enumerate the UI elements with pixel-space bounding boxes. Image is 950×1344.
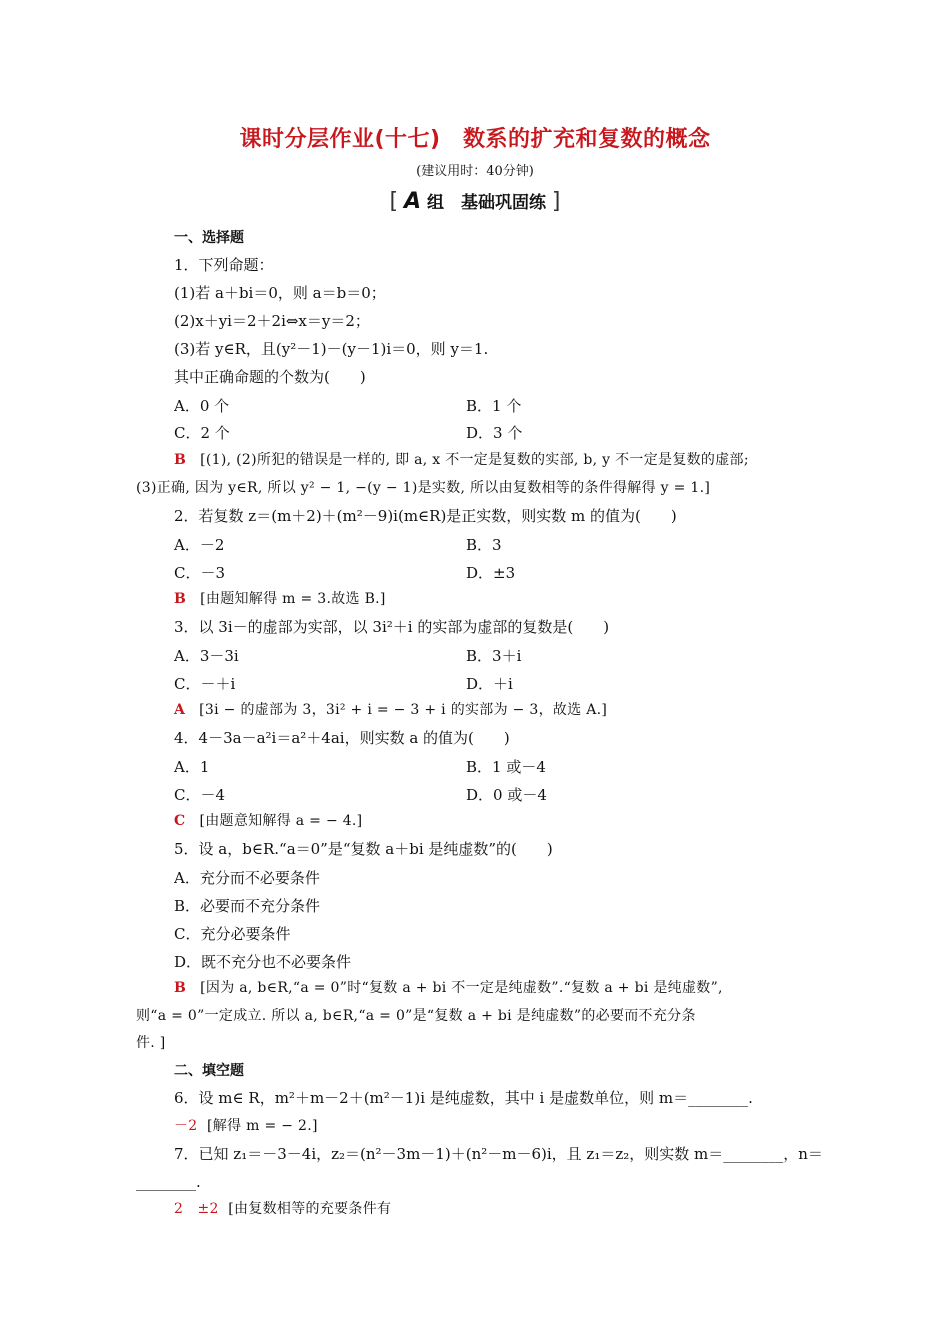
q4-answer: C bbox=[174, 813, 186, 829]
q3-expl-text: [3i − 的虚部为 3，3i² + i = − 3 + i 的实部为 − 3，故选 A.] bbox=[199, 702, 608, 718]
q3-stem: 3．以 3i－的虚部为实部，以 3i²＋i 的实部为虚部的复数是( ) bbox=[174, 618, 610, 636]
q4-option-d: D．0 或－4 bbox=[466, 786, 547, 804]
q5-option-b: B．必要而不充分条件 bbox=[174, 897, 321, 915]
q1-option-a: A．0 个 bbox=[174, 397, 230, 415]
page-title: 课时分层作业(十七) 数系的扩充和复数的概念 bbox=[239, 127, 711, 152]
q1-explanation-1 bbox=[174, 450, 816, 470]
q1-stem: 1．下列命题： bbox=[174, 256, 274, 274]
suggested-time: (建议用时：40分钟) bbox=[416, 164, 534, 179]
bracket-left: [ bbox=[389, 189, 399, 214]
q1-prop1: (1)若 a＋bi＝0，则 a＝b＝0； bbox=[174, 284, 386, 302]
q2-answer: B bbox=[174, 591, 187, 607]
q5-explanation-1 bbox=[174, 978, 816, 998]
q4-explanation bbox=[174, 811, 816, 831]
q3-answer: A bbox=[174, 702, 186, 718]
q2-option-b: B．3 bbox=[466, 536, 502, 554]
q6-stem: 6．设 m∈ R，m²＋m－2＋(m²－1)i 是纯虚数，其中 i 是虚数单位，则 m＝________. bbox=[174, 1089, 753, 1107]
q1-option-c: C．2 个 bbox=[174, 424, 230, 442]
group-label: 组 基础巩固练 bbox=[426, 193, 546, 213]
q5-expl-text-1: [因为 a, b∈R,“a = 0”时“复数 a + bi 不一定是纯虚数”.“复数 a + bi 是纯虚数”, bbox=[200, 980, 723, 996]
q2-explanation bbox=[174, 589, 816, 609]
q5-option-d: D．既不充分也不必要条件 bbox=[174, 953, 352, 971]
q1-prop3: (3)若 y∈R，且(y²－1)－(y－1)i＝0，则 y＝1. bbox=[174, 340, 489, 358]
q7-answer: 2 ±2 bbox=[174, 1201, 219, 1217]
q7-stem: 7．已知 z₁＝－3－4i，z₂＝(n²－3m－1)＋(n²－m－6)i，且 z₁＝z₂，则实数 m＝________，n＝ bbox=[174, 1145, 823, 1163]
q1-expl-text-1: [(1), (2)所犯的错误是一样的, 即 a, x 不一定是复数的实部, b, y 不一定是复数的虚部; bbox=[200, 452, 749, 468]
q6-answer: －2 bbox=[174, 1118, 198, 1134]
q1-explanation-2: (3)正确, 因为 y∈R, 所以 y² − 1, −(y − 1)是实数, 所以由复数相等的条件得解得 y = 1.] bbox=[136, 480, 711, 496]
group-letter: A bbox=[404, 189, 422, 214]
q4-stem: 4．4－3a－a²i＝a²＋4ai，则实数 a 的值为( ) bbox=[174, 729, 510, 747]
q5-stem: 5．设 a，b∈R.“a＝0”是“复数 a＋bi 是纯虚数”的( ) bbox=[174, 840, 553, 858]
q5-option-c: C．充分必要条件 bbox=[174, 925, 291, 943]
q4-option-c: C．－4 bbox=[174, 786, 226, 804]
q6-explanation bbox=[174, 1116, 816, 1136]
q3-option-c: C．－＋i bbox=[174, 675, 236, 693]
section-fill: 二、填空题 bbox=[174, 1063, 244, 1079]
q7-expl-text: [由复数相等的充要条件有 bbox=[228, 1201, 392, 1217]
q5-explanation-3: 件. ] bbox=[136, 1035, 166, 1051]
q2-stem: 2．若复数 z＝(m＋2)＋(m²－9)i(m∈R)是正实数，则实数 m 的值为( ) bbox=[174, 507, 677, 525]
q3-option-b: B．3＋i bbox=[466, 647, 522, 665]
q7-explanation bbox=[174, 1199, 816, 1219]
q5-option-a: A．充分而不必要条件 bbox=[174, 869, 320, 887]
section-choice: 一、选择题 bbox=[174, 230, 244, 246]
q3-explanation bbox=[174, 700, 816, 720]
q2-expl-text: [由题知解得 m = 3.故选 B.] bbox=[200, 591, 386, 607]
q6-expl-text: [解得 m = − 2.] bbox=[207, 1118, 318, 1134]
q1-ask: 其中正确命题的个数为( ) bbox=[174, 368, 366, 386]
bracket-right: ] bbox=[551, 189, 561, 214]
q2-option-c: C．－3 bbox=[174, 564, 226, 582]
q4-option-a: A．1 bbox=[174, 758, 210, 776]
group-heading bbox=[0, 188, 950, 214]
q3-option-d: D．＋i bbox=[466, 675, 513, 693]
q3-option-a: A．3－3i bbox=[174, 647, 239, 665]
q1-answer: B bbox=[174, 452, 187, 468]
q7-stem-cont: ________. bbox=[136, 1173, 201, 1191]
q5-answer: B bbox=[174, 980, 187, 996]
q4-option-b: B．1 或－4 bbox=[466, 758, 546, 776]
q2-option-a: A．－2 bbox=[174, 536, 225, 554]
q1-prop2: (2)x＋yi＝2＋2i⇔x＝y＝2； bbox=[174, 312, 370, 330]
q1-option-b: B．1 个 bbox=[466, 397, 522, 415]
q5-explanation-2: 则“a = 0”一定成立. 所以 a, b∈R,“a = 0”是“复数 a + bi 是纯虚数”的必要而不充分条 bbox=[136, 1008, 696, 1024]
q4-expl-text: [由题意知解得 a = − 4.] bbox=[199, 813, 363, 829]
q2-option-d: D．±3 bbox=[466, 564, 516, 582]
q1-option-d: D．3 个 bbox=[466, 424, 523, 442]
